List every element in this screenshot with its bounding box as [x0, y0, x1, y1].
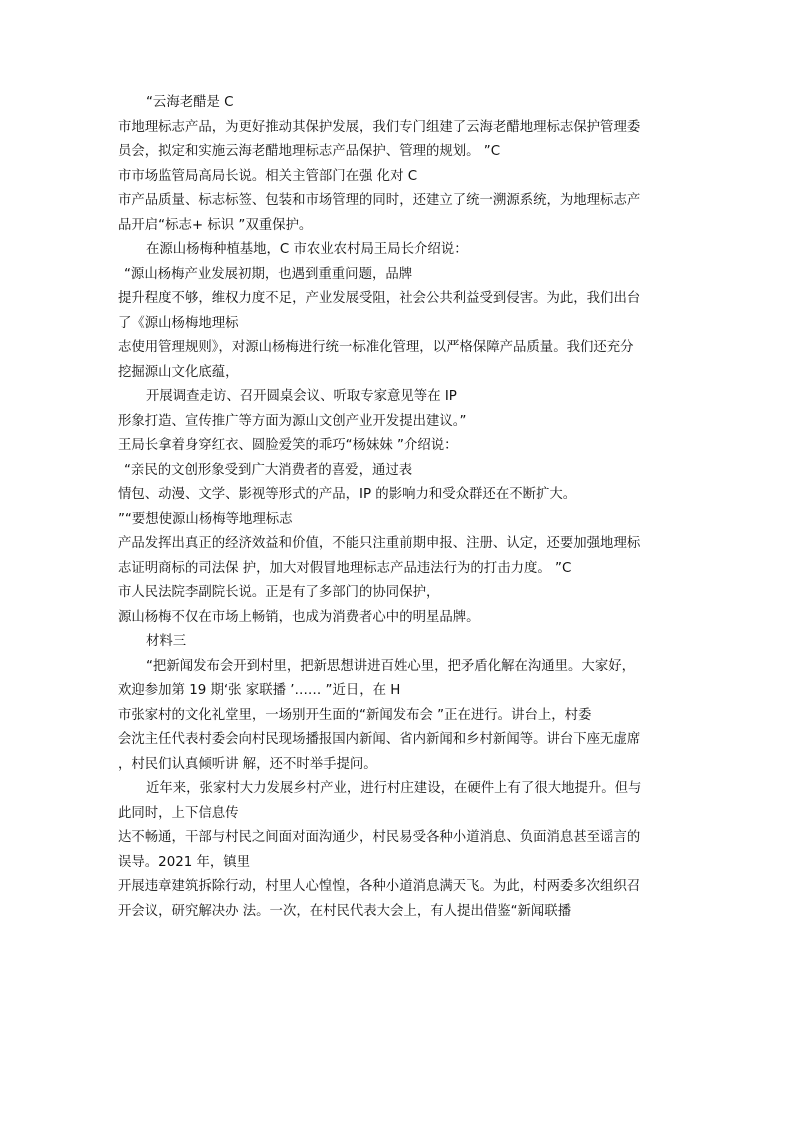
text-line: 开展违章建筑拆除行动，村里人心惶惶，各种小道消息满天飞。为此，村两委多次组织召 — [118, 879, 641, 894]
text-line: 此同时，上下信息传 — [118, 805, 239, 821]
text-line: 欢迎参加第 19 期‘张 家联播 ’…… ”近日，在 H — [118, 683, 401, 698]
text-line: 形象打造、宣传推广等方面为源山文创产业开发提出建议。” — [118, 413, 467, 429]
text-line: 市张家村的文化礼堂里，一场别开生面的“新闻发布会 ”正在进行。讲台上，村委 — [118, 707, 592, 723]
text-line: 品开启“标志+ 标识 ”双重保护。 — [118, 217, 313, 233]
text-line: 市地理标志产品，为更好推动其保护发展，我们专门组建了云海老醋地理标志保护管理委 — [118, 119, 641, 135]
text-line: “亲民的文创形象受到广大消费者的喜爱，通过表 — [124, 462, 413, 478]
document-body — [118, 91, 678, 924]
text-line: 产品发挥出真正的经济效益和价值，不能只注重前期申报、注册、认定，还要加强地理标 — [118, 536, 641, 551]
text-line: 材料三 — [146, 634, 187, 649]
text-line: 达不畅通，干部与村民之间面对面沟通少，村民易受各种小道消息、负面消息甚至谣言的 — [118, 830, 641, 845]
text-line: 挖掘源山文化底蕴， — [118, 364, 239, 380]
text-line: 源山杨梅不仅在市场上畅销，也成为消费者心中的明星品牌。 — [118, 609, 480, 625]
text-line: 开会议，研究解决办 法。一次，在村民代表大会上，有人提出借鉴“新闻联播 — [118, 903, 572, 919]
text-line: 开展调查走访、召开圆桌会议、听取专家意见等在 IP — [146, 389, 457, 404]
text-line: 了《源山杨梅地理标 — [118, 315, 239, 331]
text-line: ”“要想使源山杨梅等地理标志 — [118, 511, 293, 527]
text-line: 在源山杨梅种植基地，C 市农业农村局王局长介绍说： — [146, 242, 468, 257]
text-line: “源山杨梅产业发展初期，也遇到重重问题，品牌 — [124, 266, 413, 282]
text-line: 会沈主任代表村委会向村民现场播报国内新闻、省内新闻和乡村新闻等。讲台下座无虚席 — [118, 732, 641, 747]
text-line: 近年来，张家村大力发展乡村产业，进行村庄建设，在硬件上有了很大地提升。但与 — [146, 781, 642, 796]
text-line: 市市场监管局高局长说。相关主管部门在强 化对 C — [118, 168, 418, 184]
text-line: ，村民们认真倾听讲 解，还不时举手提问。 — [118, 756, 377, 772]
text-line: 志使用管理规则》，对源山杨梅进行统一标准化管理，以严格保障产品质量。我们还充分 — [118, 340, 634, 355]
text-line: “把新闻发布会开到村里，把新思想讲进百姓心里，把矛盾化解在沟通里。大家好， — [146, 658, 635, 674]
text-line: 情包、动漫、文学、影视等形式的产品，IP 的影响力和受众群还在不断扩大。 — [118, 487, 577, 502]
text-line: 志证明商标的司法保 护，加大对假冒地理标志产品违法行为的打击力度。 ”C — [118, 560, 572, 576]
text-line: 市产品质量、标志标签、包装和市场管理的同时，还建立了统一溯源系统，为地理标志产 — [118, 193, 641, 208]
text-line: 员会，拟定和实施云海老醋地理标志产品保护、管理的规划。 ”C — [118, 144, 501, 159]
text-line: 王局长拿着身穿红衣、圆脸爱笑的乖巧“杨妹妹 ”介绍说： — [118, 438, 458, 453]
text-line: “云海老醋是 C — [146, 95, 234, 110]
text-line: 提升程度不够，维权力度不足，产业发展受阻，社会公共利益受到侵害。为此，我们出台 — [118, 291, 641, 306]
text-line: 误导。2021 年，镇里 — [118, 854, 251, 870]
text-line: 市人民法院李副院长说。正是有了多部门的协同保护， — [118, 585, 440, 600]
